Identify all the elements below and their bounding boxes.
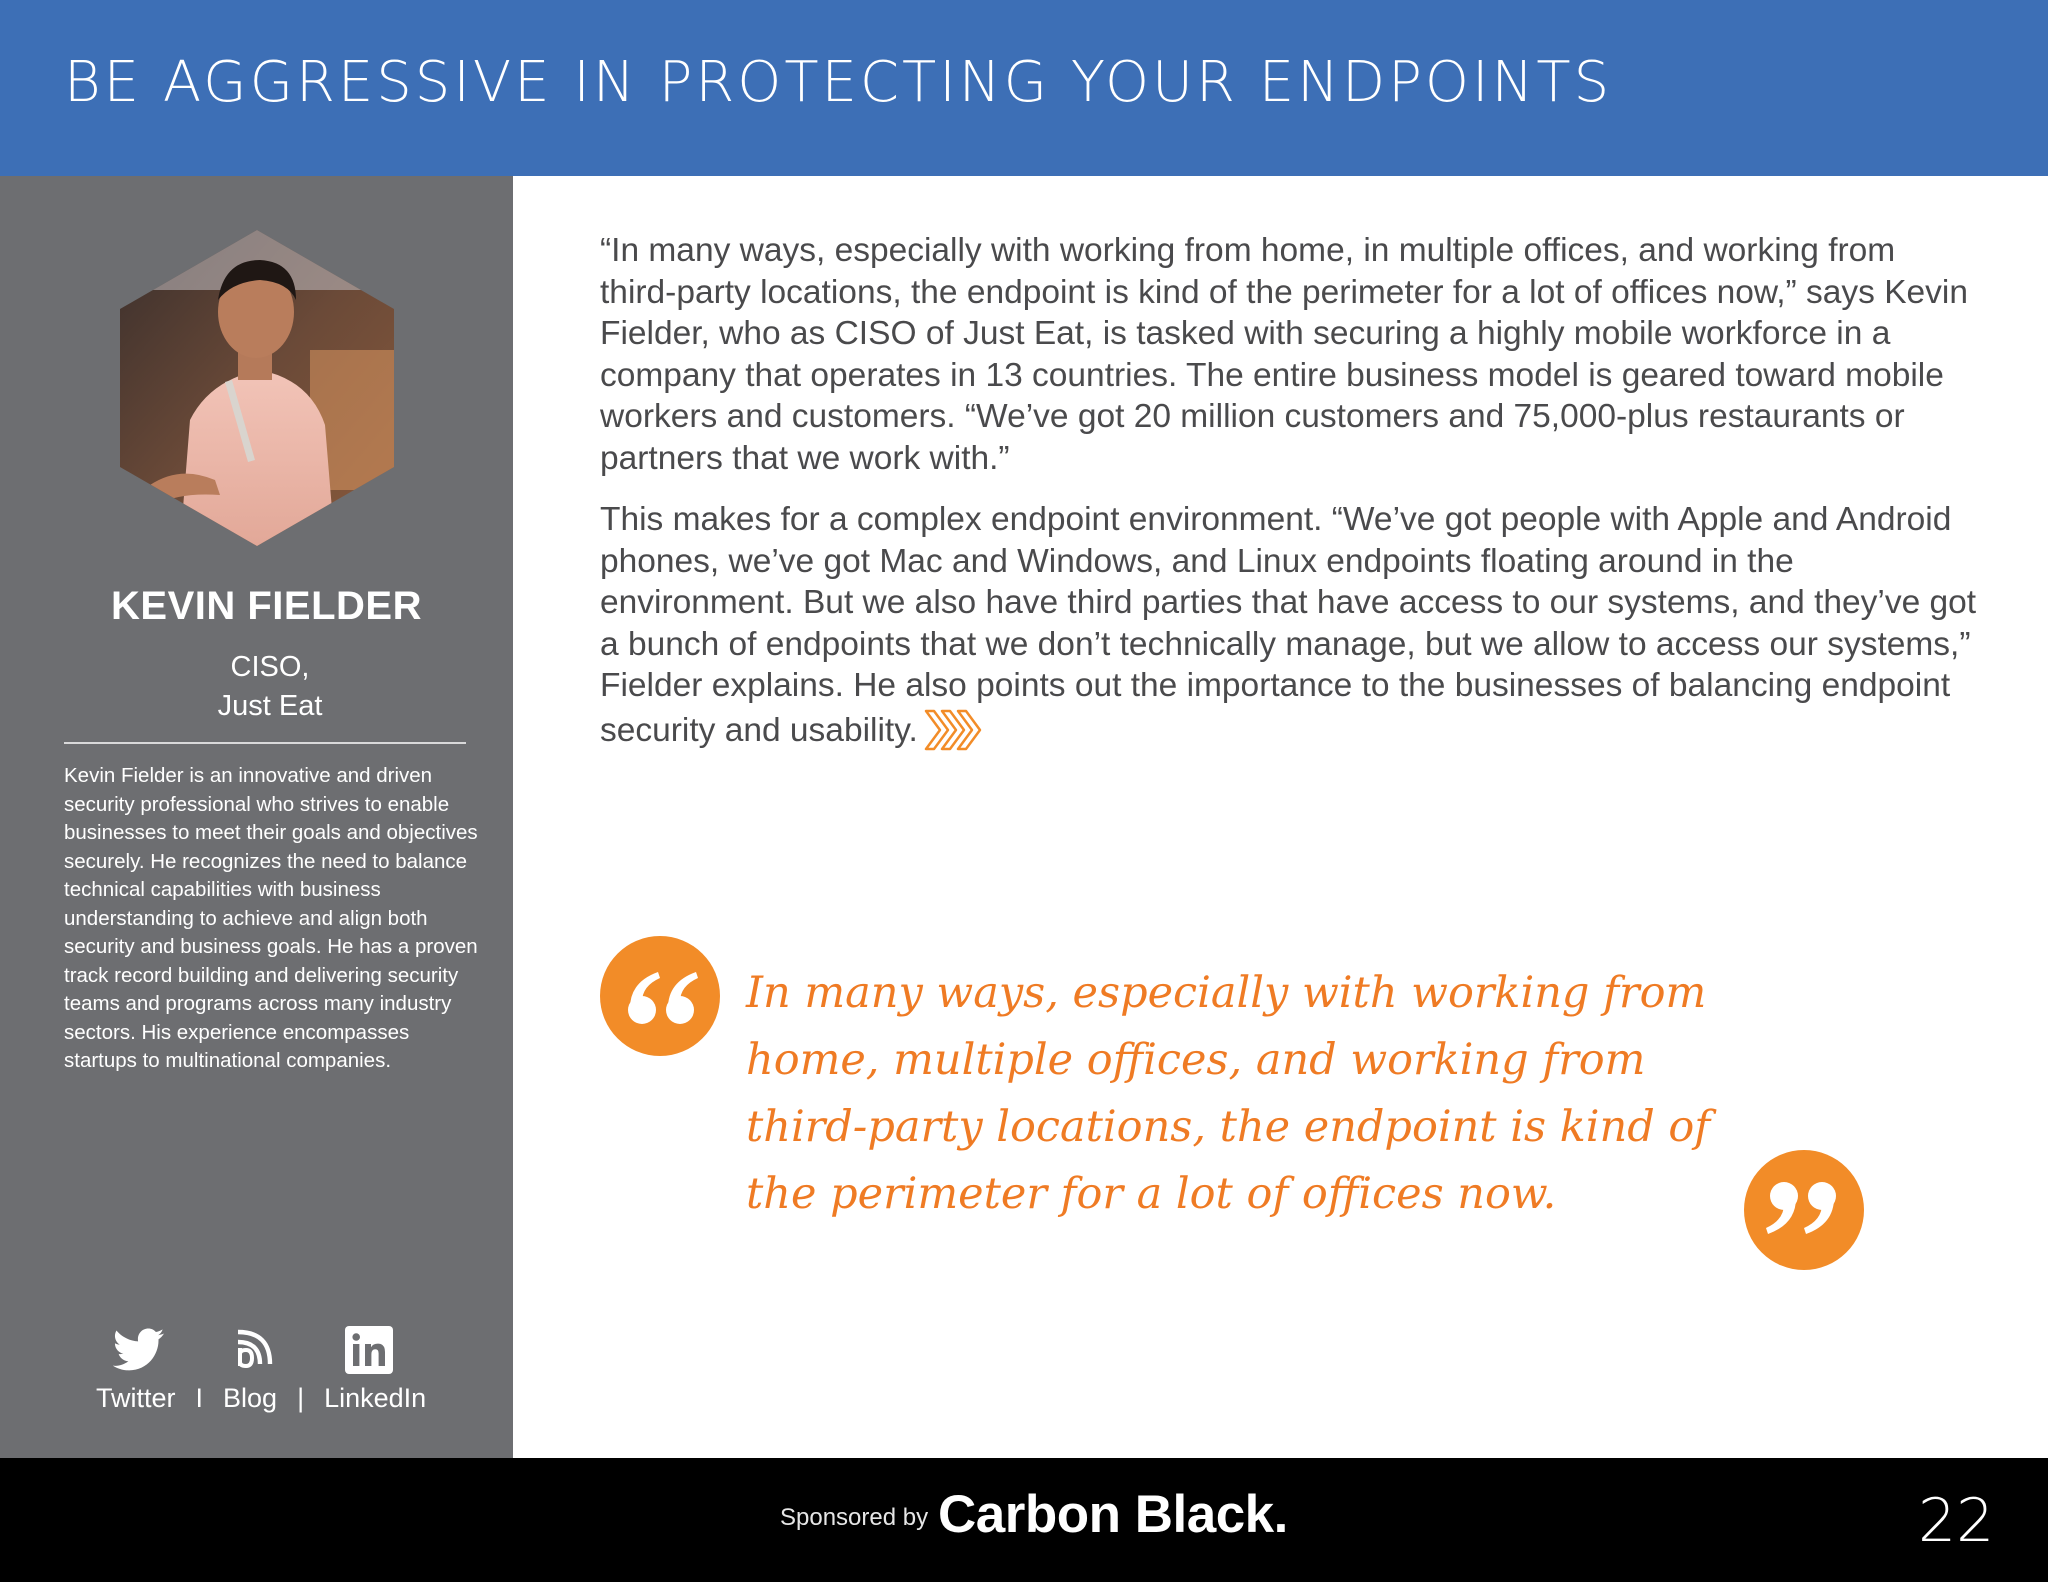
- social-separator: I: [195, 1382, 204, 1413]
- person-title: [0, 648, 540, 726]
- sponsored-label: Sponsored by: [780, 1504, 929, 1531]
- social-links: [96, 1378, 426, 1418]
- linkedin-link[interactable]: LinkedIn: [324, 1382, 427, 1413]
- blog-icon[interactable]: [230, 1324, 278, 1377]
- twitter-link[interactable]: Twitter: [96, 1382, 176, 1413]
- person-bio: Kevin Fielder is an innovative and driven security professional who strives to enable businesses to meet their goals and objectives securely. He recognizes the need to balance technical capabilities with business understanding to achieve and align both security and business goals. He has a proven track record building and delivering security teams and programs across many industry sectors. His experience encompasses startups to multinational companies.: [64, 764, 478, 1072]
- body-paragraph-2: [600, 499, 1980, 763]
- continue-chevrons-icon[interactable]: [922, 707, 986, 764]
- close-quote-icon: [1744, 1150, 1864, 1270]
- sponsor-logo[interactable]: Carbon Black.: [938, 1485, 1288, 1544]
- body-paragraph-1: “In many ways, especially with working from home, in multiple offices, and working from third-party locations, the endpoint is kind of the perimeter for a lot of offices now,” says Kevin Fielder, who as CISO of Just Eat, is tasked with securing a highly mobile workforce in a company that operates in 13 countries. The entire business model is geared toward mobile workers and customers. “We’ve got 20 million customers and 75,000-plus restaurants or partners that we work with.”: [600, 232, 1969, 477]
- sidebar-divider: [64, 742, 466, 744]
- page-title: BE AGGRESSIVE IN PROTECTING YOUR ENDPOINTS: [64, 50, 1613, 115]
- open-quote-icon: [600, 936, 720, 1056]
- page-number: 22: [1918, 1486, 1995, 1556]
- pull-quote: In many ways, especially with working from home, multiple offices, and working from third-party locations, the endpoint is kind of the perimeter for a lot of offices now.: [746, 968, 1711, 1219]
- page-footer: [0, 1458, 2048, 1582]
- profile-sidebar: [0, 176, 513, 1458]
- twitter-icon[interactable]: [113, 1328, 165, 1377]
- profile-photo-illustration: [120, 230, 394, 546]
- person-company: Just Eat: [217, 690, 323, 722]
- social-separator: |: [297, 1382, 305, 1413]
- social-icons: [0, 1324, 513, 1380]
- body-paragraph-2-text: This makes for a complex endpoint environment. “We’ve got people with Apple and Android phones, we’ve got Mac and Windows, and Linux endpoints floating around in the environment. But we also have third parties that have access to our systems, and they’ve got a bunch of endpoints that we don’t technically manage, but we allow to access our systems,” Fielder explains. He also points out the importance to the businesses of balancing endpoint security and usability.: [600, 501, 1977, 749]
- person-name: KEVIN FIELDER: [111, 584, 422, 628]
- linkedin-icon[interactable]: [345, 1326, 393, 1379]
- page-header: [0, 0, 2048, 176]
- blog-link[interactable]: Blog: [223, 1382, 278, 1413]
- profile-photo: [120, 230, 394, 546]
- person-role: CISO,: [230, 651, 310, 683]
